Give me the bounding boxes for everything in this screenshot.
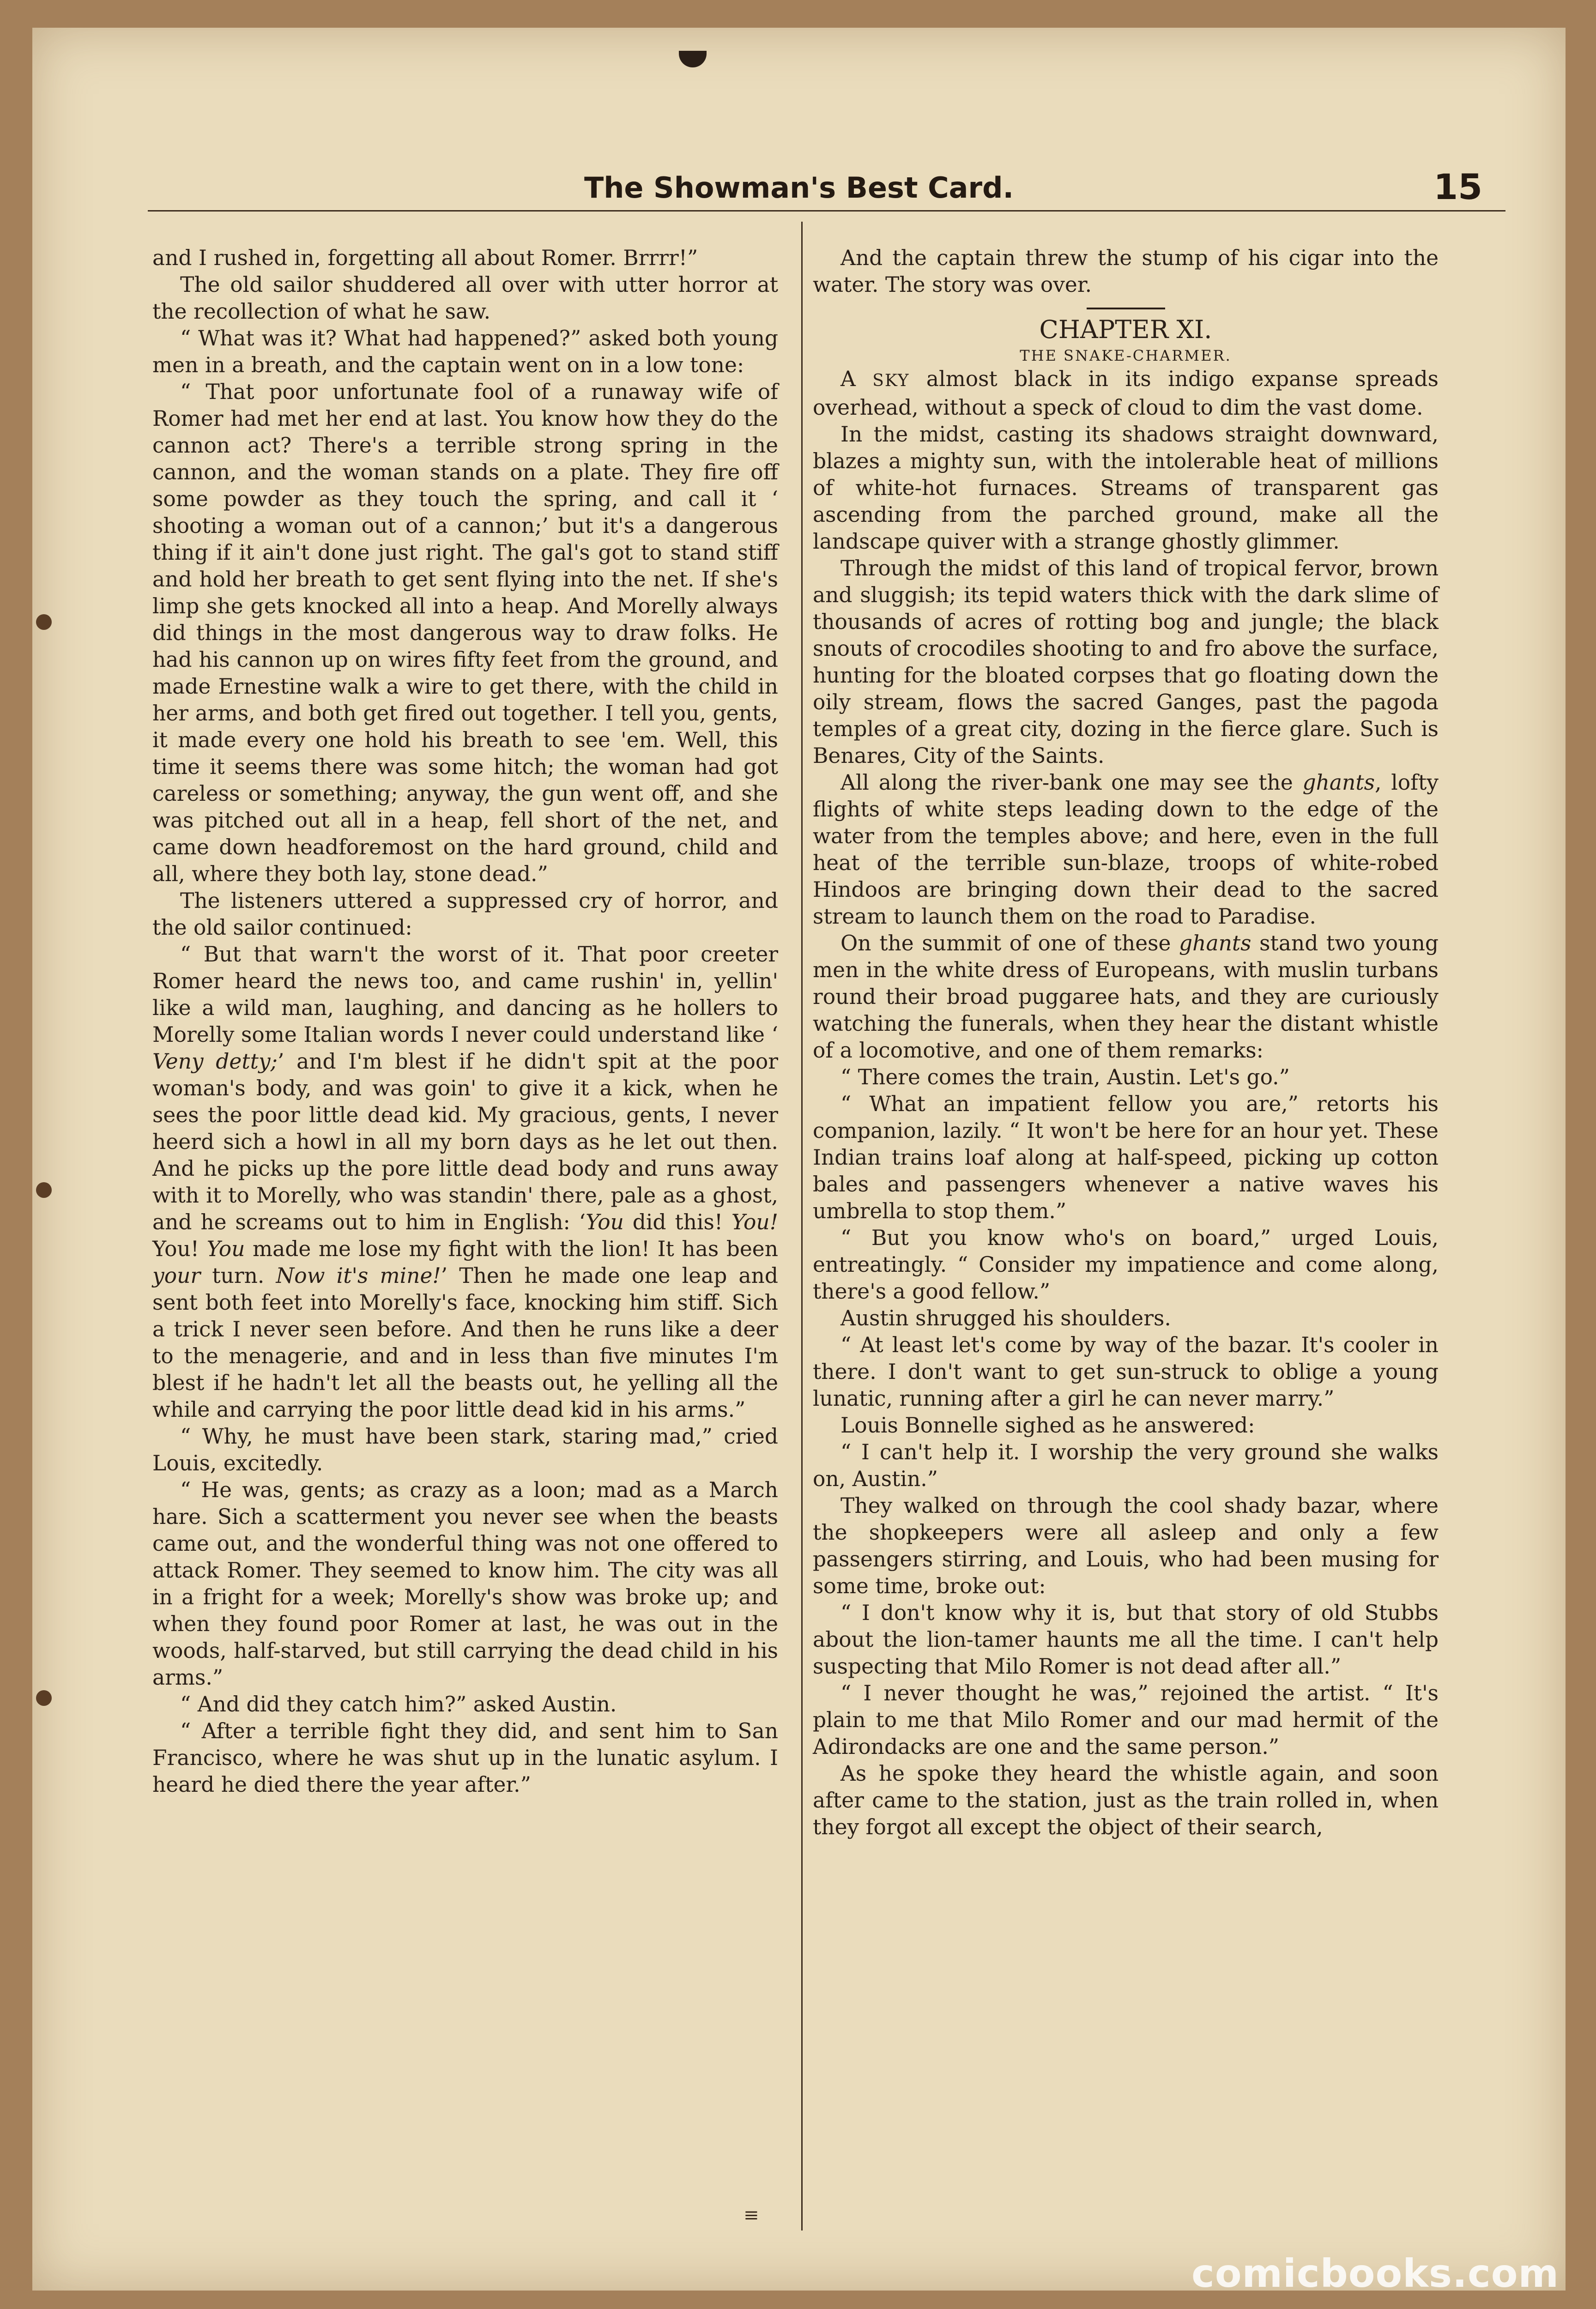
paragraph: They walked on through the cool shady bazar, where the shopkeepers were all asleep and only a few passengers stirring, and Louis, who had been musing for some time, broke out: [813, 1493, 1439, 1598]
paragraph: “ I don't know why it is, but that story of old Stubbs about the lion-tamer haunts me all the time. I can't help suspecting that Milo Romer is not dead after all.” [813, 1601, 1439, 1679]
header-rule [148, 210, 1505, 212]
paragraph: Louis Bonnelle sighed as he answered: [840, 1413, 1255, 1438]
watermark: comicbooks.com [1191, 2251, 1559, 2296]
paragraph: The listeners uttered a suppressed cry of horror, and the old sailor continued: [152, 889, 778, 940]
chapter-rule [1087, 308, 1165, 309]
chapter-title: THE SNAKE-CHARMER. [1020, 347, 1232, 364]
paragraph: “ But you know who's on board,” urged Louis, entreatingly. “ Consider my impatience and come along, there's a good fellow.” [813, 1226, 1439, 1304]
paragraph: “ And did they catch him?” asked Austin. [180, 1692, 617, 1717]
chapter-number: CHAPTER XI. [1039, 315, 1212, 344]
paragraph: “ That poor unfortunate fool of a runaway wife of Romer had met her end at last. You know how they do the cannon act? There's a terrible strong spring in the cannon, and the woman stands on a plate. They fire off some powder as they touch the spring, and call it ‘ shooting a woman out of a cannon;’ but it's a dangerous thing if it ain't done just right. The gal's got to stand stiff and hold her breath to get sent flying into the net. If she's limp she gets knocked all into a heap. And Morelly always did things in the most dangerous way to draw folks. He had his cannon up on wires fifty feet from the ground, and made Ernestine walk a wire to get there, with the child in her arms, and both get fired out together. I tell you, gents, it made every one hold his breath to see 'em. Well, this time it seems there was some hitch; the woman had got careless or something; anyway, the gun went off, and she was pitched out all in a heap, fell short of the net, and came down headforemost on the hard ground, child and all, where they both lay, stone dead.” [152, 380, 778, 886]
paragraph: The old sailor shuddered all over with utter horror at the recollection of what he saw. [152, 272, 778, 324]
left-column [152, 245, 778, 1798]
running-title: The Showman's Best Card. [584, 171, 1014, 205]
paragraph: On the summit of one of these ghants stand two young men in the white dress of Europeans, with muslin turbans round their broad puggaree hats, and they are curiously watching the funerals, when they hear the distant whistle of a locomotive, and one of them remarks: [813, 931, 1439, 1063]
binding-hole [36, 1690, 52, 1706]
paragraph: “ I never thought he was,” rejoined the artist. “ It's plain to me that Milo Romer and our mad hermit of the Adirondacks are one and the same person.” [813, 1681, 1439, 1759]
binding-hole [36, 614, 52, 630]
paragraph: “ What was it? What had happened?” asked both young men in a breath, and the captain went on in a low tone: [152, 326, 778, 377]
paragraph: “ What an impatient fellow you are,” retorts his companion, lazily. “ It won't be here for an hour yet. These Indian trains loaf along at half-speed, picking up cotton bales and passengers whenever a native waves his umbrella to stop them.” [813, 1092, 1439, 1223]
magazine-page [32, 28, 1566, 2291]
paragraph: As he spoke they heard the whistle again, and soon after came to the station, just as the train rolled in, when they forgot all except the object of their search, [813, 1761, 1439, 1839]
paragraph: “ He was, gents; as crazy as a loon; mad as a March hare. Sich a scatterment you never see when the beasts came out, and the wonderful thing was not one offered to attack Romer. They seemed to know him. The city was all in a fright for a week; Morelly's show was broke up; and when they found poor Romer at last, he was out in the woods, half-starved, but still carrying the dead child in his arms.” [152, 1478, 778, 1690]
paragraph: Austin shrugged his shoulders. [840, 1306, 1171, 1330]
footer-mark: ≡ [744, 2205, 759, 2226]
staple-mark [679, 51, 707, 67]
paragraph: All along the river-bank one may see the ghants, lofty flights of white steps leading down to the edge of the water from the temples above; and here, even in the full heat of the terrible sun-blaze, troops of white-robed Hindoos are bringing down their dead to the sacred stream to launch them on the road to Paradise. [813, 770, 1439, 929]
paragraph: In the midst, casting its shadows straight downward, blazes a mighty sun, with the intolerable heat of millions of white-hot furnaces. Streams of transparent gas ascending from the parched ground, make all the landscape quiver with a strange ghostly glimmer. [813, 422, 1439, 554]
paragraph: And the captain threw the stump of his cigar into the water. The story was over. [813, 246, 1439, 297]
paragraph: “ At least let's come by way of the bazar. It's cooler in there. I don't want to get sun-struck to oblige a young lunatic, running after a girl he can never marry.” [813, 1333, 1439, 1411]
paragraph: and I rushed in, forgetting all about Romer. Brrrr!” [152, 246, 698, 270]
paragraph: “ There comes the train, Austin. Let's go.” [840, 1065, 1290, 1089]
page-number: 15 [1433, 166, 1482, 207]
paragraph: Through the midst of this land of tropical fervor, brown and sluggish; its tepid waters thick with the dark slime of thousands of acres of rotting bog and jungle; the black snouts of crocodiles shooting to and fro above the surface, hunting for the bloated corpses that go floating down the oily stream, flows the sacred Ganges, past the pagoda temples of a great city, dozing in the fierce glare. Such is Benares, City of the Saints. [813, 556, 1439, 768]
binding-hole [36, 1182, 52, 1198]
right-column [813, 245, 1439, 1841]
paragraph: “ After a terrible fight they did, and sent him to San Francisco, where he was shut up in the lunatic asylum. I heard he died there the year after.” [152, 1719, 778, 1797]
paragraph: A SKY almost black in its indigo expanse spreads overhead, without a speck of cloud to dim the vast dome. [813, 367, 1439, 420]
column-divider [801, 222, 803, 2230]
paragraph: “ I can't help it. I worship the very ground she walks on, Austin.” [813, 1440, 1439, 1491]
paragraph: “ But that warn't the worst of it. That poor creeter Romer heard the news too, and came rushin' in, yellin' like a wild man, laughing, and dancing as he hollers to Morelly some Italian words I never could understand like ‘ Veny detty;’ and I'm blest if he didn't spit at the poor woman's body, and was goin' to give it a kick, when he sees the poor little dead kid. My gracious, gents, I never heerd sich a howl in all my born days as he let out then. And he picks up the pore little dead body and runs away with it to Morelly, who was standin' there, pale as a ghost, and he screams out to him in English: ‘You did this! You! You! You made me lose my fight with the lion! It has been your turn. Now it's mine!’ Then he made one leap and sent both feet into Morelly's face, knocking him stiff. Sich a trick I never seen before. And then he runs like a deer to the menagerie, and and in less than five minutes I'm blest if he hadn't let all the beasts out, he yelling all the while and carrying the poor little dead kid in his arms.” [152, 942, 779, 1422]
paragraph: “ Why, he must have been stark, staring mad,” cried Louis, excitedly. [152, 1424, 778, 1475]
